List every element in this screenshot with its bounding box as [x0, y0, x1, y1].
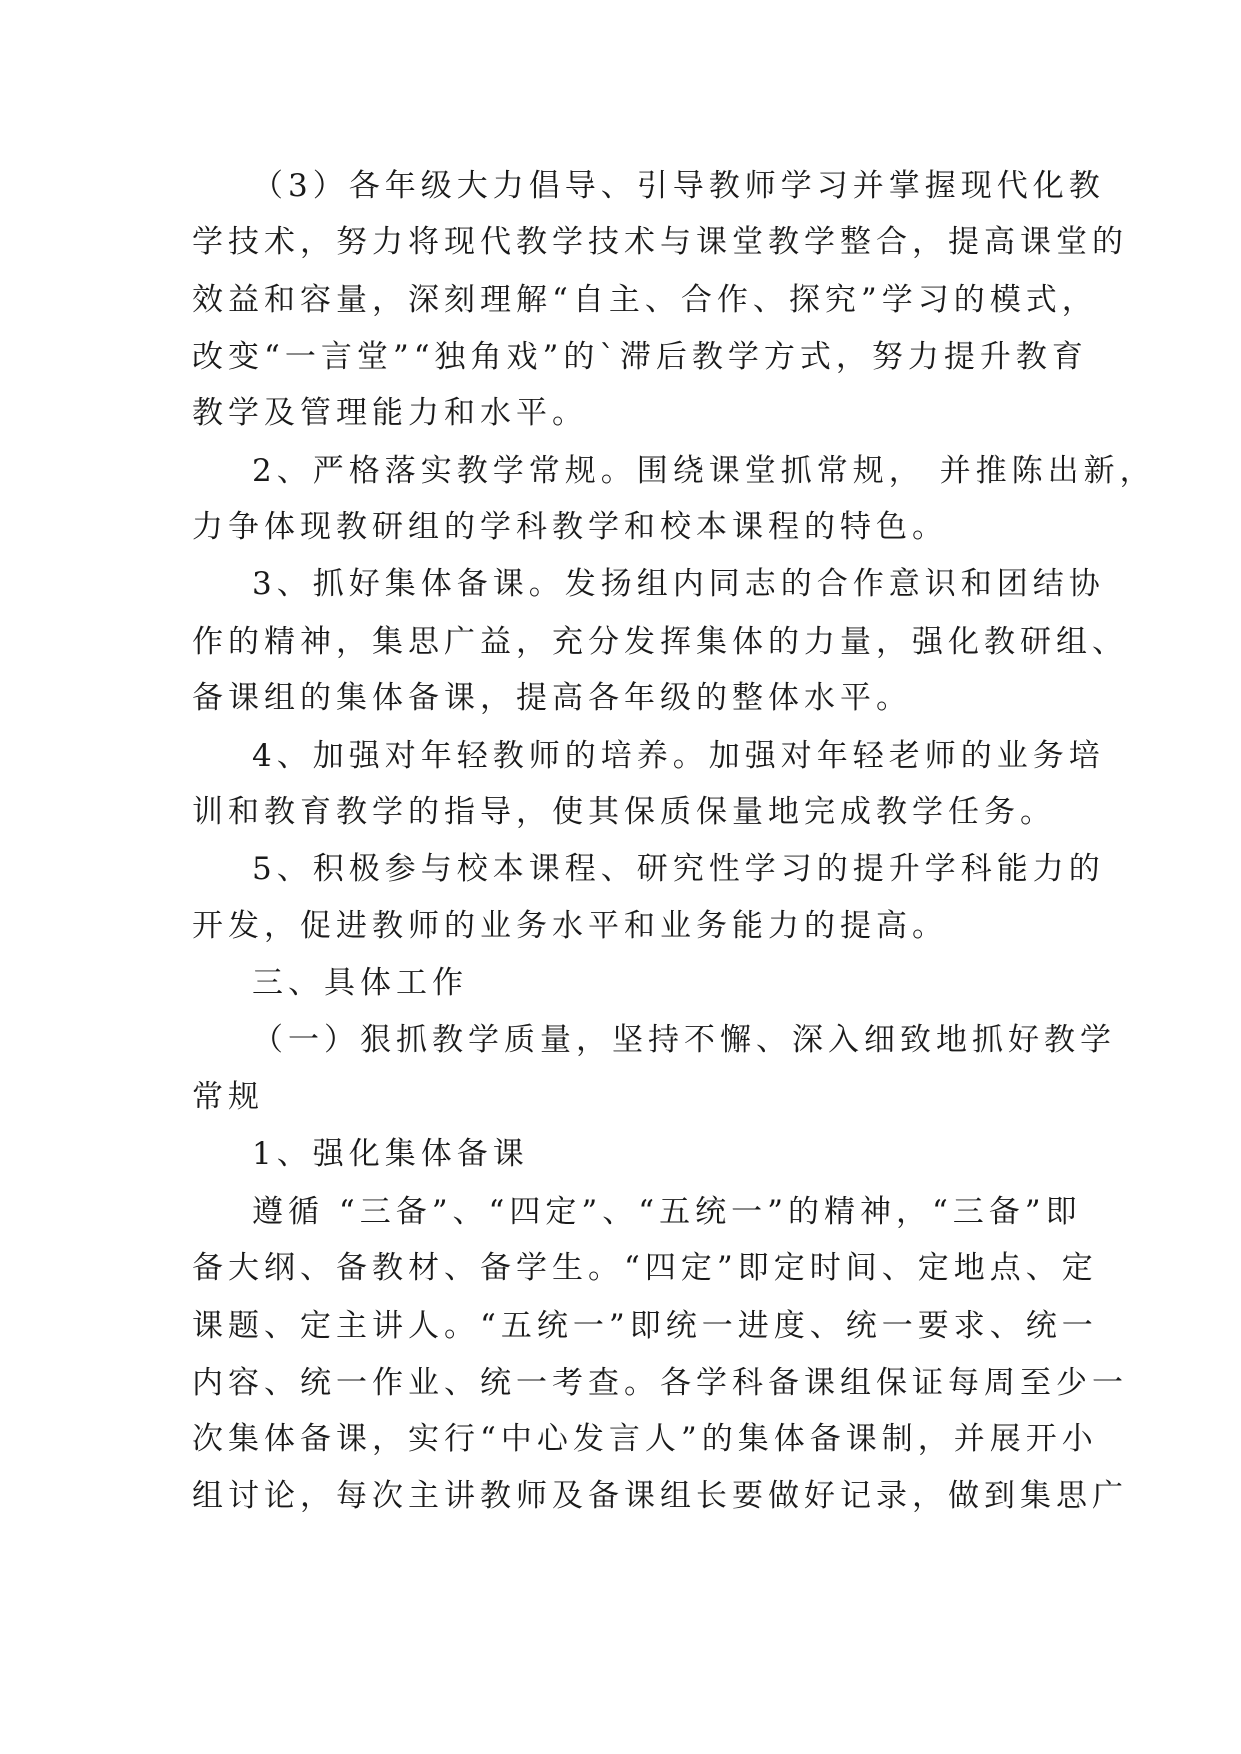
paragraph-line: 4、加强对年轻教师的培养。加强对年轻老师的业务培 — [252, 738, 1105, 774]
paragraph-line: 2、严格落实教学常规。围绕课堂抓常规， 并推陈出新， — [252, 453, 1156, 489]
paragraph-line: 力争体现教研组的学科教学和校本课程的特色。 — [192, 509, 948, 545]
paragraph-line: 作的精神，集思广益，充分发挥集体的力量，强化教研组、 — [192, 624, 1128, 660]
paragraph-line: 遵循 “三备”、“四定”、“五统一”的精神，“三备”即 — [252, 1194, 1082, 1230]
subsection-heading: 常规 — [192, 1079, 264, 1115]
paragraph-line: 次集体备课，实行“中心发言人”的集体备课制，并展开小 — [192, 1421, 1098, 1457]
paragraph-line: 改变“一言堂”“独角戏”的`滞后教学方式，努力提升教育 — [192, 339, 1088, 375]
paragraph-line: 内容、统一作业、统一考查。各学科备课组保证每周至少一 — [192, 1365, 1128, 1401]
item-heading: 1、强化集体备课 — [252, 1136, 529, 1172]
subsection-heading: （一）狠抓教学质量，坚持不懈、深入细致地抓好教学 — [252, 1022, 1116, 1058]
paragraph-line: 组讨论，每次主讲教师及备课组长要做好记录，做到集思广 — [192, 1478, 1128, 1514]
paragraph-line: 课题、定主讲人。“五统一”即统一进度、统一要求、统一 — [192, 1308, 1098, 1344]
paragraph-line: 开发，促进教师的业务水平和业务能力的提高。 — [192, 908, 948, 944]
paragraph-line: 学技术，努力将现代教学技术与课堂教学整合，提高课堂的 — [192, 224, 1128, 260]
paragraph-line: 训和教育教学的指导，使其保质保量地完成教学任务。 — [192, 794, 1056, 830]
paragraph-line: 5、积极参与校本课程、研究性学习的提升学科能力的 — [252, 851, 1105, 887]
section-heading: 三、具体工作 — [252, 965, 468, 1001]
paragraph-line: 备课组的集体备课，提高各年级的整体水平。 — [192, 680, 912, 716]
paragraph-line: 效益和容量，深刻理解“自主、合作、探究”学习的模式， — [192, 282, 1098, 318]
paragraph-line: （3）各年级大力倡导、引导教师学习并掌握现代化教 — [252, 168, 1105, 204]
paragraph-line: 教学及管理能力和水平。 — [192, 395, 588, 431]
paragraph-line: 备大纲、备教材、备学生。“四定”即定时间、定地点、定 — [192, 1250, 1098, 1286]
paragraph-line: 3、抓好集体备课。发扬组内同志的合作意识和团结协 — [252, 566, 1105, 602]
